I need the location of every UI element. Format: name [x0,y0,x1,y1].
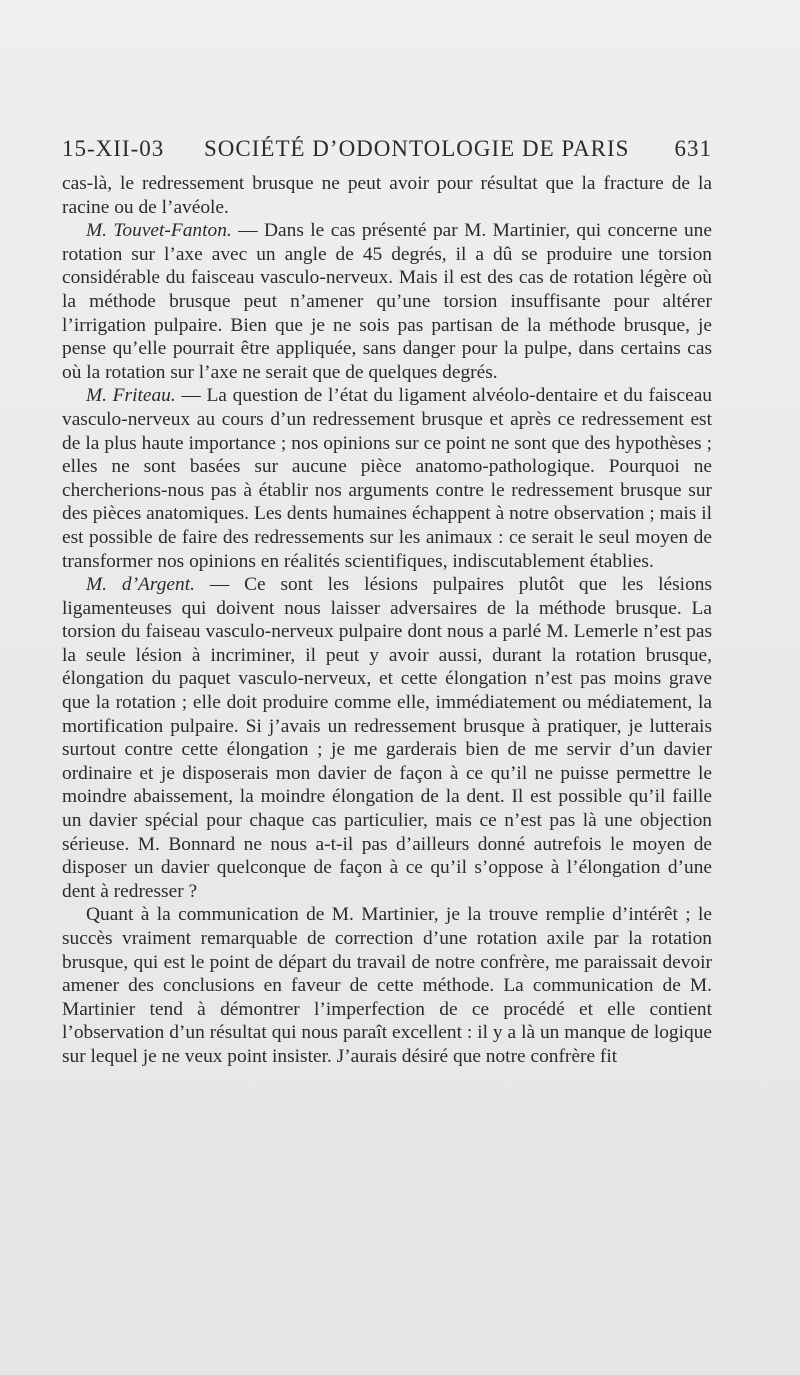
page-number: 631 [674,136,712,161]
paragraph [62,573,712,903]
header-date: 15-XII-03 [62,136,165,161]
paragraph-text: cas-là, le redressement brusque ne peut avoir pour résultat que la fracture de la racine ou de l’avéole. [62,173,712,218]
speaker-name: M. Touvet-Fanton. [86,220,232,242]
paragraph [62,384,712,573]
paragraph [62,219,712,384]
paragraph [62,903,712,1068]
speaker-name: M. Friteau. [86,385,176,407]
body-text [62,172,712,1069]
paragraph-text: — Ce sont les lésions pulpaires plutôt que les lésions ligamenteuses qui doivent nous laisser adversaires de la méthode brusque. La torsion du faiseau vasculo-nerveux pulpaire dont nous a parlé M. Lemerle n’est pas la seule lésion à incriminer, il peut y avoir aussi, durant la rotation brusque, élongation du paquet vasculo-nerveux, et cette élongation n’est pas moins grave que la rotation ; elle doit produire comme elle, immédiatement ou médiatement, la mortification pulpaire. Si j’avais un redressement brusque à pratiquer, je lutterais surtout contre cette élongation ; je me garderais bien de me servir d’un davier ordinaire et je disposerais mon davier de façon à ce qu’il ne puisse permettre le moindre abaissement, la moindre élongation de la dent. Il est possible qu’il faille un davier spécial pour chaque cas particulier, mais ce n’est pas là une objection sérieuse. M. Bonnard ne nous a-t-il pas d’ailleurs donné autrefois le moyen de disposer un davier quelconque de façon à ce qu’il s’oppose à l’élongation d’une dent à redresser ? [62,574,713,902]
paragraph [62,172,712,219]
running-header [62,136,712,168]
speaker-name: M. d’Argent. [86,574,195,596]
paragraph-text: — Dans le cas présenté par M. Martinier, qui concerne une rotation sur l’axe avec un angle de 45 degrés, il a dû se produire une torsion considérable du faisceau vasculo-nerveux. Mais il est des cas de rotation légère où la méthode brusque peut n’amener qu’une torsion insuffisante pour altérer l’irrigation pulpaire. Bien que je ne sois pas partisan de la méthode brusque, je pense qu’elle pourrait être appliquée, sans danger pour la pulpe, dans certains cas où la rotation sur l’axe ne serait que de quelques degrés. [62,220,712,383]
paragraph-text: — La question de l’état du ligament alvéolo-dentaire et du faisceau vasculo-nerveux au cours d’un redressement brusque et après ce redressement est de la plus haute importance ; nos opinions sur ce point ne sont que des hypothèses ; elles ne sont basées sur aucune pièce anatomo-pathologique. Pourquoi ne chercherions-nous pas à établir nos arguments contre le redressement brusque sur des pièces anatomiques. Les dents humaines échappent à notre observation ; mais il est possible de faire des redressements sur les animaux : ce serait le seul moyen de transformer nos opinions en réalités scientifiques, indiscutablement établies. [62,385,712,572]
header-title: SOCIÉTÉ D’ODONTOLOGIE DE PARIS [204,136,630,161]
paragraph-text: Quant à la communication de M. Martinier, je la trouve remplie d’intérêt ; le succès vraiment remarquable de correction d’une rotation axile par la rotation brusque, qui est le point de départ du travail de notre confrère, me paraissait devoir amener des conclusions en faveur de cette méthode. La communication de M. Martinier tend à démontrer l’imperfection de ce procédé et elle contient l’observation d’un résultat qui nous paraît excellent : il y a là un manque de logique sur lequel je ne veux point insister. J’aurais désiré que notre confrère fit [62,904,712,1067]
